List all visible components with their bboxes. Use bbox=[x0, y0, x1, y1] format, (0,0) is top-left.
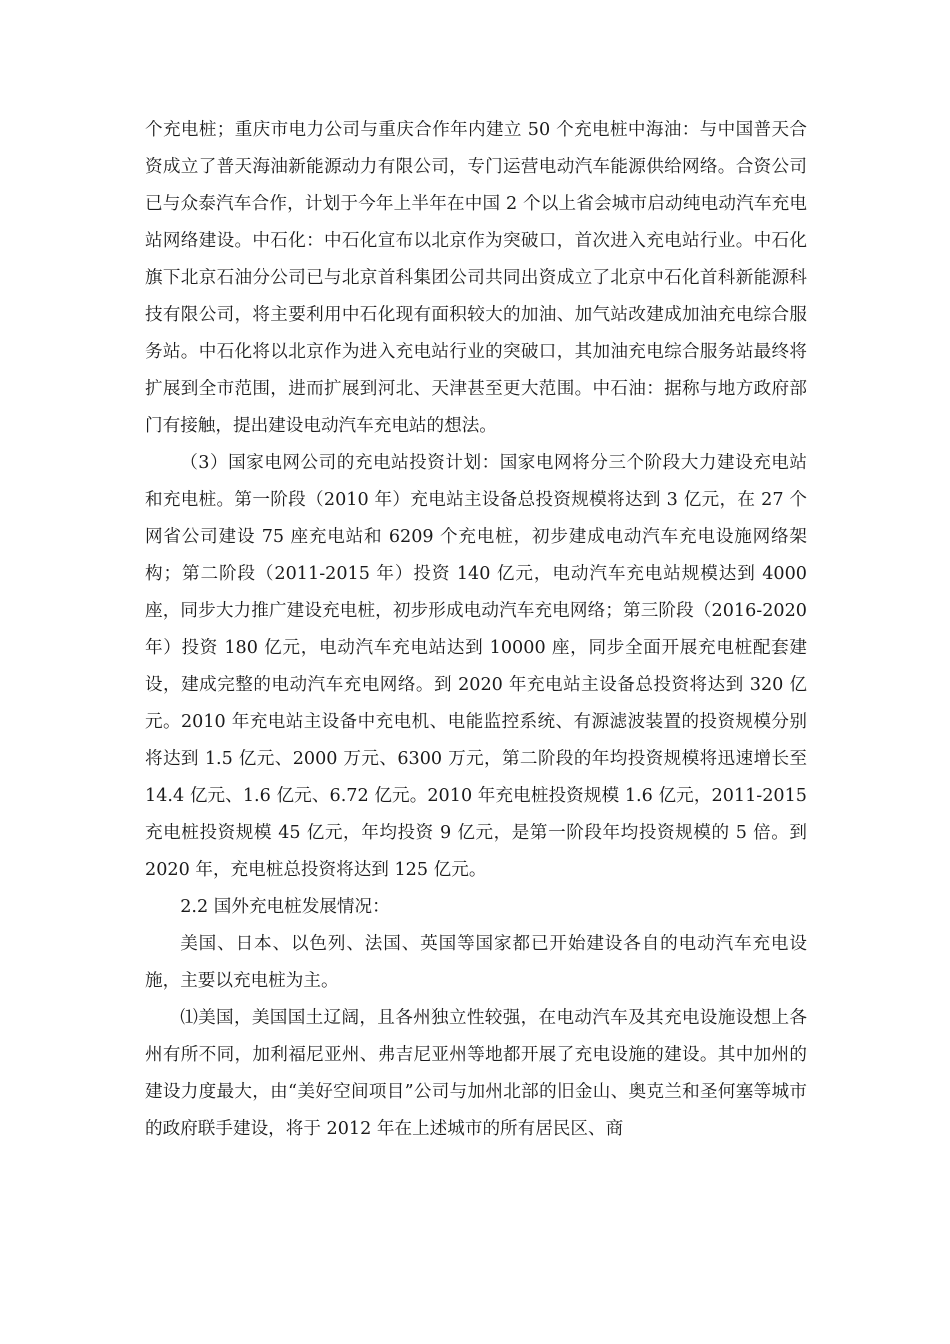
paragraph-state-grid-plan: （3）国家电网公司的充电站投资计划：国家电网将分三个阶段大力建设充电站和充电桩。第一阶段（2010 年）充电站主设备总投资规模将达到 3 亿元，在 27 个网省公司建设 75 座充电站和 6209 个充电桩，初步建成电动汽车充电设施网络架构；第二阶段（2011-2015 年）投资 140 亿元，电动汽车充电站规模达到 4000 座，同步大力推广建设充电桩，初步形成电动汽车充电网络；第三阶段（2016-2020 年）投资 180 亿元，电动汽车充电站达到 10000 座，同步全面开展充电桩配套建设，建成完整的电动汽车充电网络。到 2020 年充电站主设备总投资将达到 320 亿元。2010 年充电站主设备中充电机、电能监控系统、有源滤波装置的投资规模分别将达到 1.5 亿元、2000 万元、6300 万元，第二阶段的年均投资规模将迅速增长至 14.4 亿元、1.6 亿元、6.72 亿元。2010 年充电桩投资规模 1.6 亿元，2011-2015 充电桩投资规模 45 亿元，年均投资 9 亿元，是第一阶段年均投资规模的 5 倍。到 2020 年，充电桩总投资将达到 125 亿元。 bbox=[145, 453, 807, 880]
document-body bbox=[145, 112, 807, 1148]
paragraph-overview: 美国、日本、以色列、法国、英国等国家都已开始建设各自的电动汽车充电设施，主要以充电桩为主。 bbox=[145, 934, 807, 991]
paragraph-continuation: 个充电桩；重庆市电力公司与重庆合作年内建立 50 个充电桩中海油：与中国普天合资成立了普天海油新能源动力有限公司，专门运营电动汽车能源供给网络。合资公司已与众泰汽车合作，计划于今年上半年在中国 2 个以上省会城市启动纯电动汽车充电站网络建设。中石化：中石化宣布以北京作为突破口，首次进入充电站行业。中石化旗下北京石油分公司已与北京首科集团公司共同出资成立了北京中石化首科新能源科技有限公司，将主要利用中石化现有面积较大的加油、加气站改建成加油充电综合服务站。中石化将以北京作为进入充电站行业的突破口，其加油充电综合服务站最终将扩展到全市范围，进而扩展到河北、天津甚至更大范围。中石油：据称与地方政府部门有接触，提出建设电动汽车充电站的想法。 bbox=[145, 120, 807, 436]
section-heading: 2.2 国外充电桩发展情况： bbox=[180, 897, 390, 917]
paragraph-usa: ⑴美国，美国国土辽阔，且各州独立性较强，在电动汽车及其充电设施设想上各州有所不同，加利福尼亚州、弗吉尼亚州等地都开展了充电设施的建设。其中加州的建设力度最大，由“美好空间项目”公司与加州北部的旧金山、奥克兰和圣何塞等城市的政府联手建设，将于 2012 年在上述城市的所有居民区、商 bbox=[145, 1008, 807, 1139]
